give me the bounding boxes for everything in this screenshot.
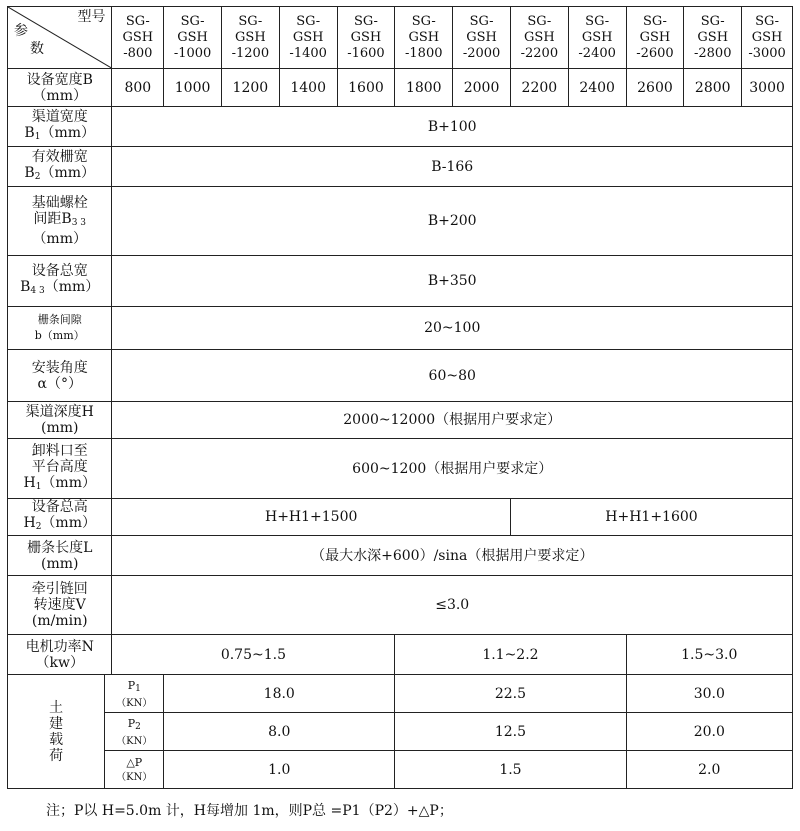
bar-gap-label: 栅条间隙 b（mm） [8, 307, 112, 350]
channel-width-label: 渠道宽度 $B_1(mm)$ [8, 107, 112, 147]
angle-row [8, 350, 793, 402]
motor-power-value: 1.1~2.2 [395, 635, 626, 675]
spec-table [7, 6, 793, 789]
width-value: 3000 [742, 69, 793, 107]
model-header: SG- GSH -1600 [337, 7, 395, 69]
channel-width-value: B+100 [112, 107, 793, 147]
model-header: SG- GSH -2000 [453, 7, 511, 69]
load-p2-label: $P_2$ （KN） [105, 713, 164, 751]
model-header: SG- GSH -2200 [510, 7, 568, 69]
header-row [8, 7, 793, 69]
width-value: 1400 [279, 69, 337, 107]
load-p2-value: 12.5 [395, 713, 626, 751]
total-height-value-b: H+H1+1600 [510, 499, 792, 536]
model-header: SG- GSH -2400 [568, 7, 626, 69]
channel-depth-row [8, 402, 793, 439]
motor-power-row [8, 635, 793, 675]
effective-width-label: 有效栅宽 $B_2(mm)$ [8, 147, 112, 187]
corner-bottom-label: 数 [30, 41, 44, 57]
discharge-height-label: 卸料口至 平台高度 $H_1(mm)$ [8, 439, 112, 499]
load-p1-value: 30.0 [626, 675, 792, 713]
motor-power-value: 0.75~1.5 [112, 635, 395, 675]
chain-speed-value: ≤3.0 [112, 576, 793, 635]
motor-power-value: 1.5~3.0 [626, 635, 792, 675]
effective-width-value: B-166 [112, 147, 793, 187]
load-p1-value: 22.5 [395, 675, 626, 713]
corner-mid-label: 参 [14, 23, 28, 39]
channel-depth-value: 2000~12000（根据用户要求定） [112, 402, 793, 439]
total-height-row [8, 499, 793, 536]
load-dp-value: 1.0 [164, 751, 395, 789]
bar-length-label: 栅条长度L (mm) [8, 536, 112, 576]
load-p1-label: $P_1$ （KN） [105, 675, 164, 713]
corner-cell [8, 7, 112, 69]
total-height-label: 设备总高 $H_2(mm)$ [8, 499, 112, 536]
effective-width-row [8, 147, 793, 187]
load-dp-value: 2.0 [626, 751, 792, 789]
channel-depth-label: 渠道深度H (mm) [8, 402, 112, 439]
bolt-spacing-value: B+200 [112, 187, 793, 256]
model-header: SG- GSH -1000 [164, 7, 222, 69]
model-header: SG- GSH -1200 [221, 7, 279, 69]
load-p1-value: 18.0 [164, 675, 395, 713]
total-width-row [8, 256, 793, 307]
bolt-spacing-row [8, 187, 793, 256]
load-dp-row [8, 751, 793, 789]
width-value: 2800 [684, 69, 742, 107]
width-label: 设备宽度B （mm） [8, 69, 112, 107]
load-dp-value: 1.5 [395, 751, 626, 789]
width-value: 2000 [453, 69, 511, 107]
width-value: 800 [112, 69, 164, 107]
model-header: SG- GSH -3000 [742, 7, 793, 69]
model-header: SG- GSH -2600 [626, 7, 684, 69]
motor-power-label: 电机功率N （kw） [8, 635, 112, 675]
bar-length-value: （最大水深+600）/sina（根据用户要求定） [112, 536, 793, 576]
load-p2-row [8, 713, 793, 751]
width-value: 1800 [395, 69, 453, 107]
width-value: 2600 [626, 69, 684, 107]
width-value: 1000 [164, 69, 222, 107]
model-header: SG- GSH -2800 [684, 7, 742, 69]
load-p2-value: 8.0 [164, 713, 395, 751]
footnote: 注；P以 H=5.0m 计，H每增加 1m，则P总 =P1（P2）+△P； [46, 803, 453, 819]
load-p1-row [8, 675, 793, 713]
total-width-value: B+350 [112, 256, 793, 307]
total-width-label: 设备总宽 $B_{4 3}(mm)$ [8, 256, 112, 307]
bar-length-row [8, 536, 793, 576]
channel-width-row [8, 107, 793, 147]
model-header: SG- GSH -1400 [279, 7, 337, 69]
model-header: SG- GSH -800 [112, 7, 164, 69]
bolt-spacing-label: 基础螺栓 间距$B_{3 3}$ （mm） [8, 187, 112, 256]
angle-label: 安装角度 α（°） [8, 350, 112, 402]
discharge-height-row [8, 439, 793, 499]
chain-speed-label: 牵引链回 转速度V (m/min) [8, 576, 112, 635]
load-p2-value: 20.0 [626, 713, 792, 751]
bar-gap-row [8, 307, 793, 350]
width-value: 1600 [337, 69, 395, 107]
chain-speed-row [8, 576, 793, 635]
width-row [8, 69, 793, 107]
width-value: 1200 [221, 69, 279, 107]
load-dp-label: △P （KN） [105, 751, 164, 789]
total-height-value-a: H+H1+1500 [112, 499, 511, 536]
angle-value: 60~80 [112, 350, 793, 402]
width-value: 2400 [568, 69, 626, 107]
bar-gap-value: 20~100 [112, 307, 793, 350]
width-value: 2200 [510, 69, 568, 107]
corner-top-label: 型号 [77, 9, 106, 25]
model-header: SG- GSH -1800 [395, 7, 453, 69]
civil-load-group-label: 土 建 载 荷 [8, 675, 105, 789]
discharge-height-value: 600~1200（根据用户要求定） [112, 439, 793, 499]
